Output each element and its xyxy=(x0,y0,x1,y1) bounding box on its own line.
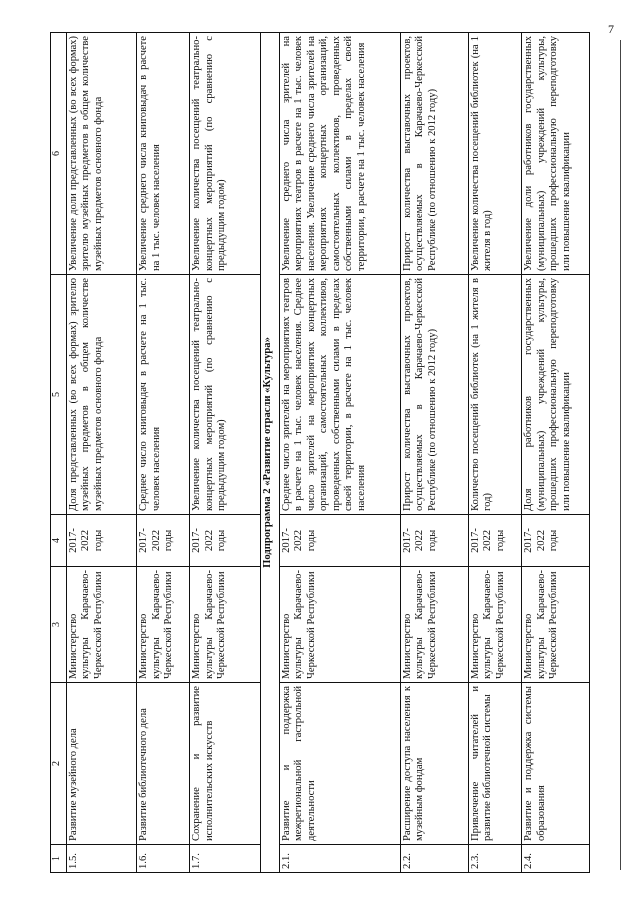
rotated-table-container xyxy=(50,33,590,873)
executor: Министерство культуры Карачаево-Черкесской Республики xyxy=(279,566,400,682)
period: 2017-2022 годы xyxy=(522,514,590,566)
measure-name: Развитие и поддержка системы образования xyxy=(522,682,590,844)
subprogram-title: Подпрограмма 2 «Развитие отрасли «Культура» xyxy=(260,32,279,872)
table-row xyxy=(190,32,260,872)
table-row xyxy=(66,32,136,872)
measure-name: Развитие библиотечного дела xyxy=(137,682,190,844)
expected-result: Увеличение количества посещений театрально-концертных мероприятий (по сравнению с предыдущим годом) xyxy=(190,32,260,274)
indicator: Среднее число книговыдач в расчете на 1 тыс. человек населения xyxy=(137,274,190,514)
header-cell: 1 xyxy=(51,844,67,872)
program-table xyxy=(50,32,590,873)
header-cell: 5 xyxy=(51,274,67,514)
header-cell: 4 xyxy=(51,514,67,566)
period: 2017-2022 годы xyxy=(468,514,521,566)
executor: Министерство культуры Карачаево-Черкесской Республики xyxy=(468,566,521,682)
expected-result: Прирост количества выставочных проектов, осуществляемых в Карачаево-Черкесской Республике (по отношению к 2012 году) xyxy=(400,32,468,274)
row-number: 2.4. xyxy=(522,844,590,872)
table-row xyxy=(522,32,590,872)
row-number: 1.6. xyxy=(137,844,190,872)
indicator: Увеличение количества посещений театрально-концертных мероприятий (по сравнению с предыдущим годом) xyxy=(190,274,260,514)
indicator: Доля представленных (во всех формах) зрителю музейных предметов в общем количестве музейных предметов основного фонда xyxy=(66,274,136,514)
indicator: Доля работников государственных (муниципальных) учреждений культуры, прошедших профессиональную переподготовку или повышение квалификации xyxy=(522,274,590,514)
measure-name: Сохранение и развитие исполнительских искусств xyxy=(190,682,260,844)
indicator: Прирост количества выставочных проектов, осуществляемых в Карачаево-Черкесской Республике (по отношению к 2012 году) xyxy=(400,274,468,514)
row-number: 1.5. xyxy=(66,844,136,872)
measure-name: Развитие музейного дела xyxy=(66,682,136,844)
period: 2017-2022 годы xyxy=(400,514,468,566)
executor: Министерство культуры Карачаево-Черкесской Республики xyxy=(190,566,260,682)
scan-edge-mark xyxy=(620,40,621,870)
expected-result: Увеличение среднего числа зрителей на мероприятиях театров в расчете на 1 тыс. человек населения. Увеличение среднего числа зрителей на мероприятиях концертных организаций, самостоятельных коллективов, проведенных собственными силами в пределах своей территории, в расчете на 1 тыс. человек населения xyxy=(279,32,400,274)
indicator: Среднее число зрителей на мероприятиях театров в расчете на 1 тыс. человек населения. Среднее число зрителей на мероприятиях концертных организаций, самостоятельных коллективов, проведенных собственными силами в пределах своей территории, в расчете на 1 тыс. человек населения xyxy=(279,274,400,514)
subprogram-row xyxy=(260,32,279,872)
table-row xyxy=(137,32,190,872)
executor: Министерство культуры Карачаево-Черкесской Республики xyxy=(137,566,190,682)
measure-name: Расширение доступа населения к музейным фондам xyxy=(400,682,468,844)
expected-result: Увеличение доли представленных (во всех формах) зрителю музейных предметов в общем количестве музейных предметов основного фонда xyxy=(66,32,136,274)
row-number: 1.7. xyxy=(190,844,260,872)
expected-result: Увеличение доли работников государственных (муниципальных) учреждений культуры, прошедших профессиональную переподготовку или повышение квалификации xyxy=(522,32,590,274)
table-row xyxy=(468,32,521,872)
header-cell: 3 xyxy=(51,566,67,682)
period: 2017-2022 годы xyxy=(190,514,260,566)
header-cell: 6 xyxy=(51,32,67,274)
executor: Министерство культуры Карачаево-Черкесской Республики xyxy=(522,566,590,682)
measure-name: Привлечение читателей и развитие библиотечной системы xyxy=(468,682,521,844)
table-row xyxy=(400,32,468,872)
header-cell: 2 xyxy=(51,682,67,844)
indicator: Количество посещений библиотек (на 1 жителя в год) xyxy=(468,274,521,514)
period: 2017-2022 годы xyxy=(279,514,400,566)
table-row xyxy=(279,32,400,872)
executor: Министерство культуры Карачаево-Черкесской Республики xyxy=(66,566,136,682)
measure-name: Развитие и поддержка межрегиональной гастрольной деятельности xyxy=(279,682,400,844)
period: 2017-2022 годы xyxy=(66,514,136,566)
executor: Министерство культуры Карачаево-Черкесской Республики xyxy=(400,566,468,682)
period: 2017-2022 годы xyxy=(137,514,190,566)
expected-result: Увеличение среднего числа книговыдач в расчете на 1 тыс. человек населения xyxy=(137,32,190,274)
expected-result: Увеличение количества посещений библиотек (на 1 жителя в год) xyxy=(468,32,521,274)
row-number: 2.3. xyxy=(468,844,521,872)
page-number: 7 xyxy=(608,22,614,36)
row-number: 2.1. xyxy=(279,844,400,872)
header-row xyxy=(51,32,67,872)
row-number: 2.2. xyxy=(400,844,468,872)
